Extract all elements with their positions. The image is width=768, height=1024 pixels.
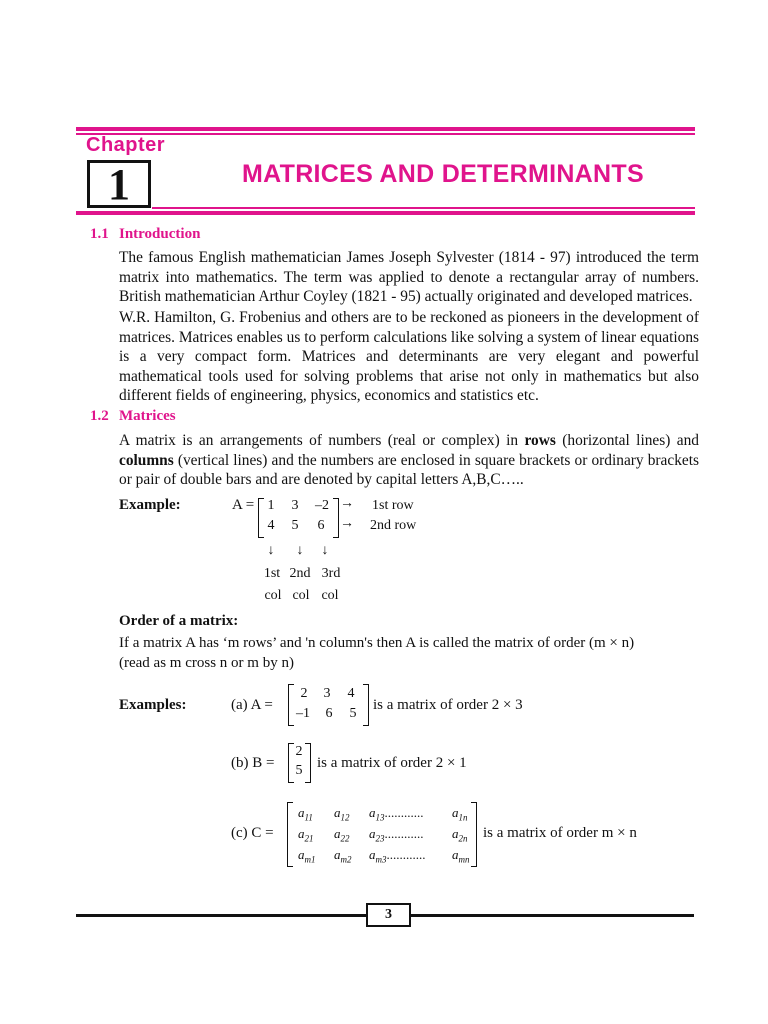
section-heading-matrices bbox=[90, 408, 176, 425]
intro-paragraph-1: The famous English mathematician James Joseph Sylvester (1814 - 97) introduced the term matrix into mathematics. The term was applied to denote a rectangular array of numbers. British mathematician Arthur Coyley (1821 - 95) actually originated and developed matrices. bbox=[119, 249, 699, 305]
matrix-bracket-right bbox=[333, 498, 339, 538]
matrix-cell: $a_{1n}$ bbox=[452, 805, 468, 823]
row-arrow-icon: → bbox=[340, 516, 354, 531]
col-label: col bbox=[321, 588, 339, 603]
chapter-number: 1 bbox=[87, 160, 151, 208]
matrix-cell: 4 bbox=[267, 518, 275, 533]
matrix-bracket-right bbox=[305, 743, 311, 783]
matrix-cell: 2 bbox=[300, 686, 308, 701]
matrices-paragraph bbox=[119, 431, 699, 490]
matrix-cell: 2 bbox=[295, 744, 303, 759]
row-label: 1st row bbox=[372, 498, 414, 513]
section-title: Matrices bbox=[119, 408, 176, 424]
matrix-bracket-left bbox=[287, 802, 293, 867]
section-title: Introduction bbox=[119, 226, 201, 242]
matrix-cell: 1 bbox=[267, 498, 275, 513]
example-c-desc: is a matrix of order m × n bbox=[483, 825, 637, 841]
examples-label: Examples: bbox=[119, 697, 187, 713]
col-arrow-icon: ↓ bbox=[321, 543, 329, 558]
matrix-cell: –1 bbox=[296, 706, 310, 721]
example-c-tag: (c) C = bbox=[231, 825, 274, 841]
matrix-cell: 5 bbox=[291, 518, 299, 533]
matrix-cell: 3 bbox=[291, 498, 299, 513]
col-label: 2nd bbox=[289, 566, 311, 581]
matrix-cell: $a_{m2}$ bbox=[334, 847, 352, 865]
example-b-desc: is a matrix of order 2 × 1 bbox=[317, 755, 467, 771]
order-text-line1: If a matrix A has ‘m rows’ and 'n column's then A is called the matrix of order (m × n) bbox=[119, 635, 635, 651]
col-label: col bbox=[292, 588, 310, 603]
example-lhs: A = bbox=[232, 497, 255, 513]
para-text: (horizontal lines) and bbox=[555, 432, 699, 449]
example-b-tag: (b) B = bbox=[231, 755, 275, 771]
matrix-cell: 4 bbox=[347, 686, 355, 701]
matrix-cell: $a_{12}$ bbox=[334, 805, 350, 823]
chapter-title: MATRICES AND DETERMINANTS bbox=[242, 160, 644, 188]
matrix-cell: $a_{21}$ bbox=[298, 826, 314, 844]
col-label: col bbox=[264, 588, 282, 603]
matrix-cell: 6 bbox=[325, 706, 333, 721]
row-arrow-icon: → bbox=[340, 496, 354, 511]
para-bold-columns: columns bbox=[119, 451, 174, 469]
header-rule-bottom-thick bbox=[76, 211, 695, 215]
para-bold-rows: rows bbox=[524, 432, 556, 449]
order-text-line2: (read as m cross n or m by n) bbox=[119, 655, 294, 671]
matrix-cell: $a_{11}$ bbox=[298, 805, 313, 823]
section-number: 1.2 bbox=[90, 408, 109, 424]
ellipsis: ............ bbox=[384, 805, 424, 820]
matrix-cell: $a_{m3}$............ bbox=[369, 847, 426, 865]
order-heading: Order of a matrix: bbox=[119, 613, 239, 629]
matrix-bracket-right bbox=[471, 802, 477, 867]
matrix-cell: $a_{13}$............ bbox=[369, 805, 424, 823]
matrix-cell: $a_{mn}$ bbox=[452, 847, 470, 865]
example-label: Example: bbox=[119, 497, 181, 513]
header-rule-bottom bbox=[152, 207, 695, 209]
para-text: A matrix is an arrangements of numbers (real or complex) in bbox=[119, 432, 525, 449]
row-label: 2nd row bbox=[370, 518, 417, 533]
matrix-cell: 3 bbox=[323, 686, 331, 701]
matrix-cell: 5 bbox=[349, 706, 357, 721]
matrix-cell: $a_{23}$............ bbox=[369, 826, 424, 844]
matrix-cell: $a_{22}$ bbox=[334, 826, 350, 844]
header-rule-top-thin bbox=[76, 133, 695, 135]
page-number: 3 bbox=[366, 903, 411, 927]
example-a-tag: (a) A = bbox=[231, 697, 273, 713]
matrix-cell: 6 bbox=[317, 518, 325, 533]
chapter-label: Chapter bbox=[86, 134, 166, 156]
matrix-cell: $a_{2n}$ bbox=[452, 826, 468, 844]
matrix-cell: 5 bbox=[295, 763, 303, 778]
col-arrow-icon: ↓ bbox=[267, 543, 275, 558]
matrix-cell: $a_{m1}$ bbox=[298, 847, 316, 865]
matrix-bracket-right bbox=[363, 684, 369, 726]
example-a-desc: is a matrix of order 2 × 3 bbox=[373, 697, 523, 713]
ellipsis: ............ bbox=[384, 826, 424, 841]
col-arrow-icon: ↓ bbox=[296, 543, 304, 558]
matrix-cell: –2 bbox=[315, 498, 329, 513]
para-text: (vertical lines) and the numbers are enclosed in square brackets or ordinary brackets or pair of double bars and are denoted by capital letters A,B,C….. bbox=[119, 451, 699, 488]
ellipsis: ............ bbox=[386, 847, 426, 862]
intro-paragraph-2: W.R. Hamilton, G. Frobenius and others are to be reckoned as pioneers in the development of matrices. Matrices enables us to perform calculations like solving a system of linear equations is a very compact form. Matrices and determinants are very elegant and powerful mathematical tools used for solving problems that arise not only in mathematics but also different fields of engineering, physics, economics and statistics etc. bbox=[119, 309, 699, 404]
col-label: 1st bbox=[263, 566, 281, 581]
section-heading-introduction bbox=[90, 226, 200, 243]
col-label: 3rd bbox=[321, 566, 341, 581]
header-rule-top bbox=[76, 127, 695, 131]
section-number: 1.1 bbox=[90, 226, 109, 242]
